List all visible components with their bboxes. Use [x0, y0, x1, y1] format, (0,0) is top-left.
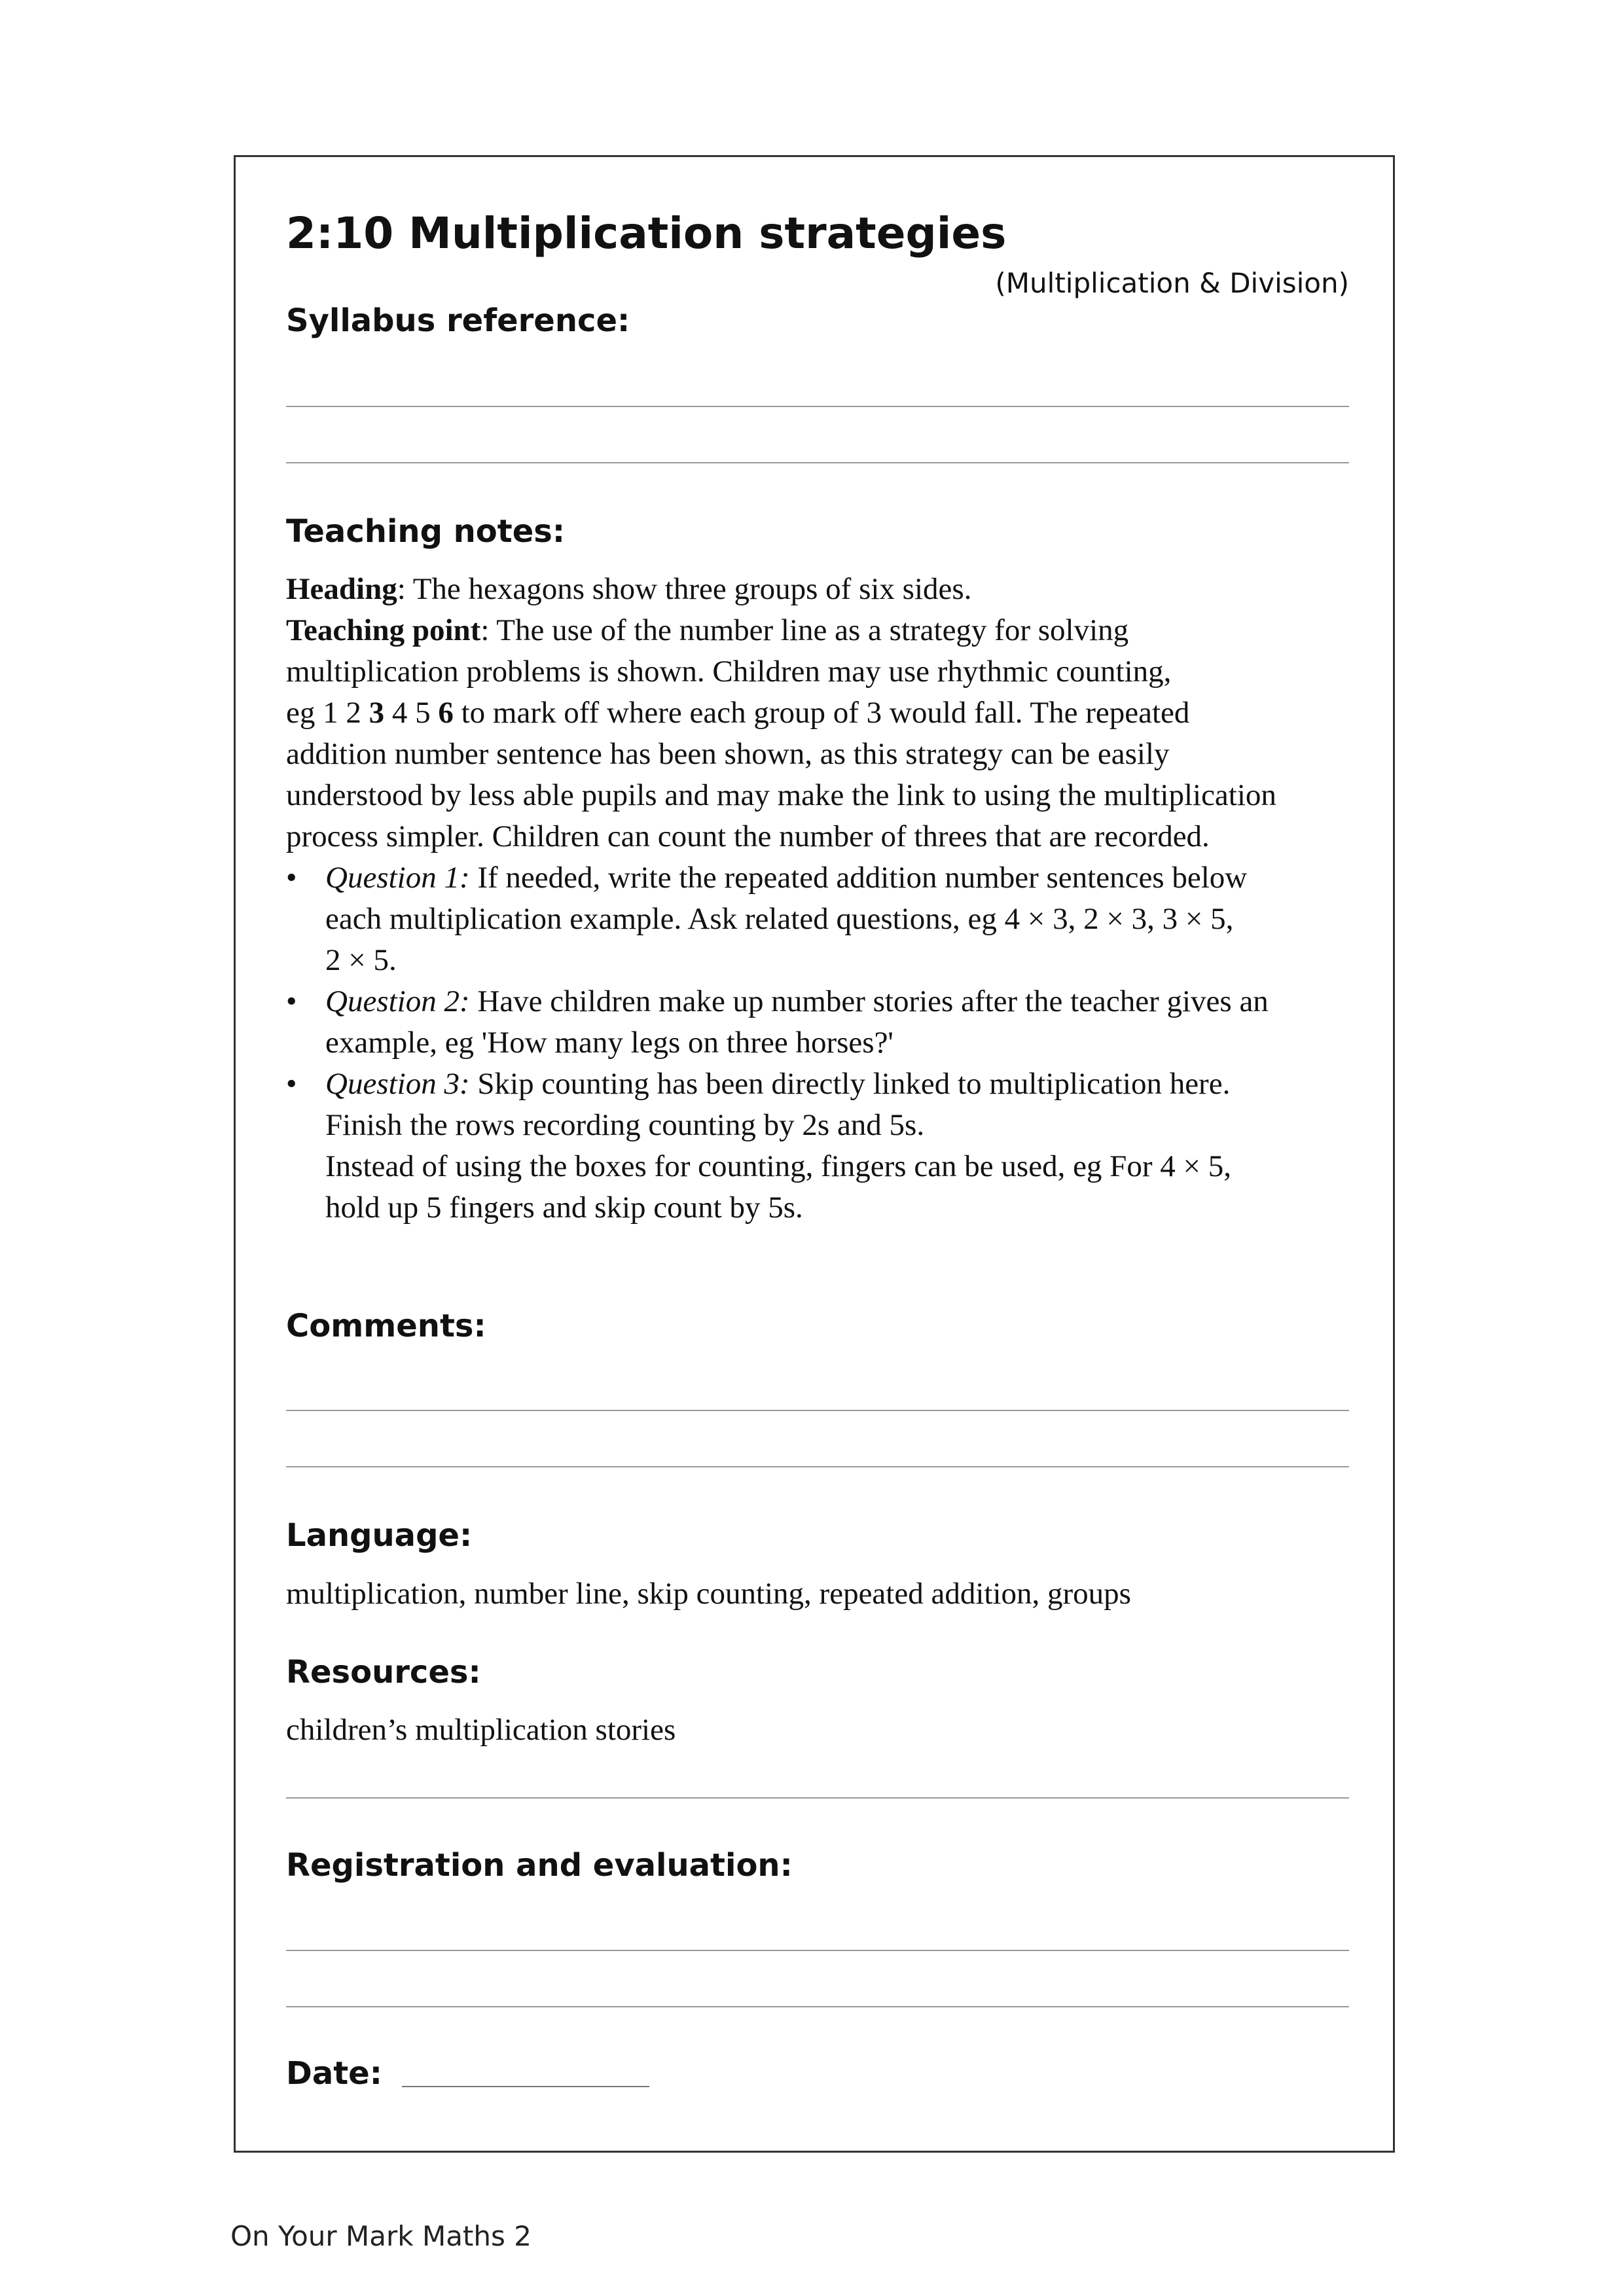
comments-line-1 — [286, 1410, 1349, 1411]
bullet-icon: • — [286, 1067, 297, 1101]
question-1-text: 2 × 5. — [325, 943, 397, 977]
question-3-text: Instead of using the boxes for counting, fingers can be used, eg For 4 × 5, — [325, 1149, 1231, 1183]
question-2-item: • Question 2: Have children make up number stories after the teacher gives an — [286, 981, 1373, 1022]
syllabus-line-2 — [286, 462, 1349, 463]
footer-book-title: On Your Mark Maths 2 — [230, 2220, 532, 2252]
syllabus-line-1 — [286, 406, 1349, 407]
teaching-text-line: multiplication problems is shown. Children may use rhythmic counting, — [286, 655, 1172, 689]
teaching-text-line: process simpler. Children can count the number of threes that are recorded. — [286, 819, 1210, 853]
teaching-heading-line: Heading: The hexagons show three groups of six sides. — [286, 572, 972, 606]
bullet-icon: • — [286, 984, 297, 1018]
teaching-text-line: understood by less able pupils and may make the link to using the multiplication — [286, 778, 1276, 812]
resources-text: children’s multiplication stories — [286, 1713, 676, 1747]
question-1-item: • Question 1: If needed, write the repeated addition number sentences below — [286, 857, 1373, 899]
date-label: Date: — [286, 2055, 382, 2092]
comments-line-2 — [286, 1466, 1349, 1467]
bullet-icon: • — [286, 861, 297, 895]
syllabus-reference-label: Syllabus reference: — [286, 302, 630, 339]
question-2-text: example, eg 'How many legs on three horses?' — [325, 1026, 893, 1060]
comments-label: Comments: — [286, 1308, 486, 1344]
question-3-item: • Question 3: Skip counting has been directly linked to multiplication here. — [286, 1064, 1373, 1105]
language-label: Language: — [286, 1517, 473, 1554]
language-text: multiplication, number line, skip counting, repeated addition, groups — [286, 1577, 1131, 1611]
strand-label: (Multiplication & Division) — [995, 267, 1349, 299]
teaching-text-line: eg 1 2 3 4 5 6 to mark off where each group of 3 would fall. The repeated — [286, 696, 1190, 730]
page-title: 2:10 Multiplication strategies — [286, 208, 1007, 259]
teaching-notes-body — [286, 569, 1373, 1229]
question-3-text: hold up 5 fingers and skip count by 5s. — [325, 1191, 803, 1225]
resources-label: Resources: — [286, 1654, 481, 1691]
teaching-point-line: Teaching point: The use of the number line as a strategy for solving — [286, 613, 1129, 647]
question-1-text: each multiplication example. Ask related questions, eg 4 × 3, 2 × 3, 3 × 5, — [325, 902, 1234, 936]
registration-line-2 — [286, 2006, 1349, 2007]
teaching-text-line: addition number sentence has been shown, as this strategy can be easily — [286, 737, 1170, 771]
registration-line-1 — [286, 1950, 1349, 1951]
resources-line — [286, 1797, 1349, 1799]
teaching-notes-label: Teaching notes: — [286, 513, 566, 550]
date-field-line — [402, 2086, 649, 2087]
registration-label: Registration and evaluation: — [286, 1847, 793, 1884]
question-3-text: Finish the rows recording counting by 2s and 5s. — [325, 1108, 925, 1142]
